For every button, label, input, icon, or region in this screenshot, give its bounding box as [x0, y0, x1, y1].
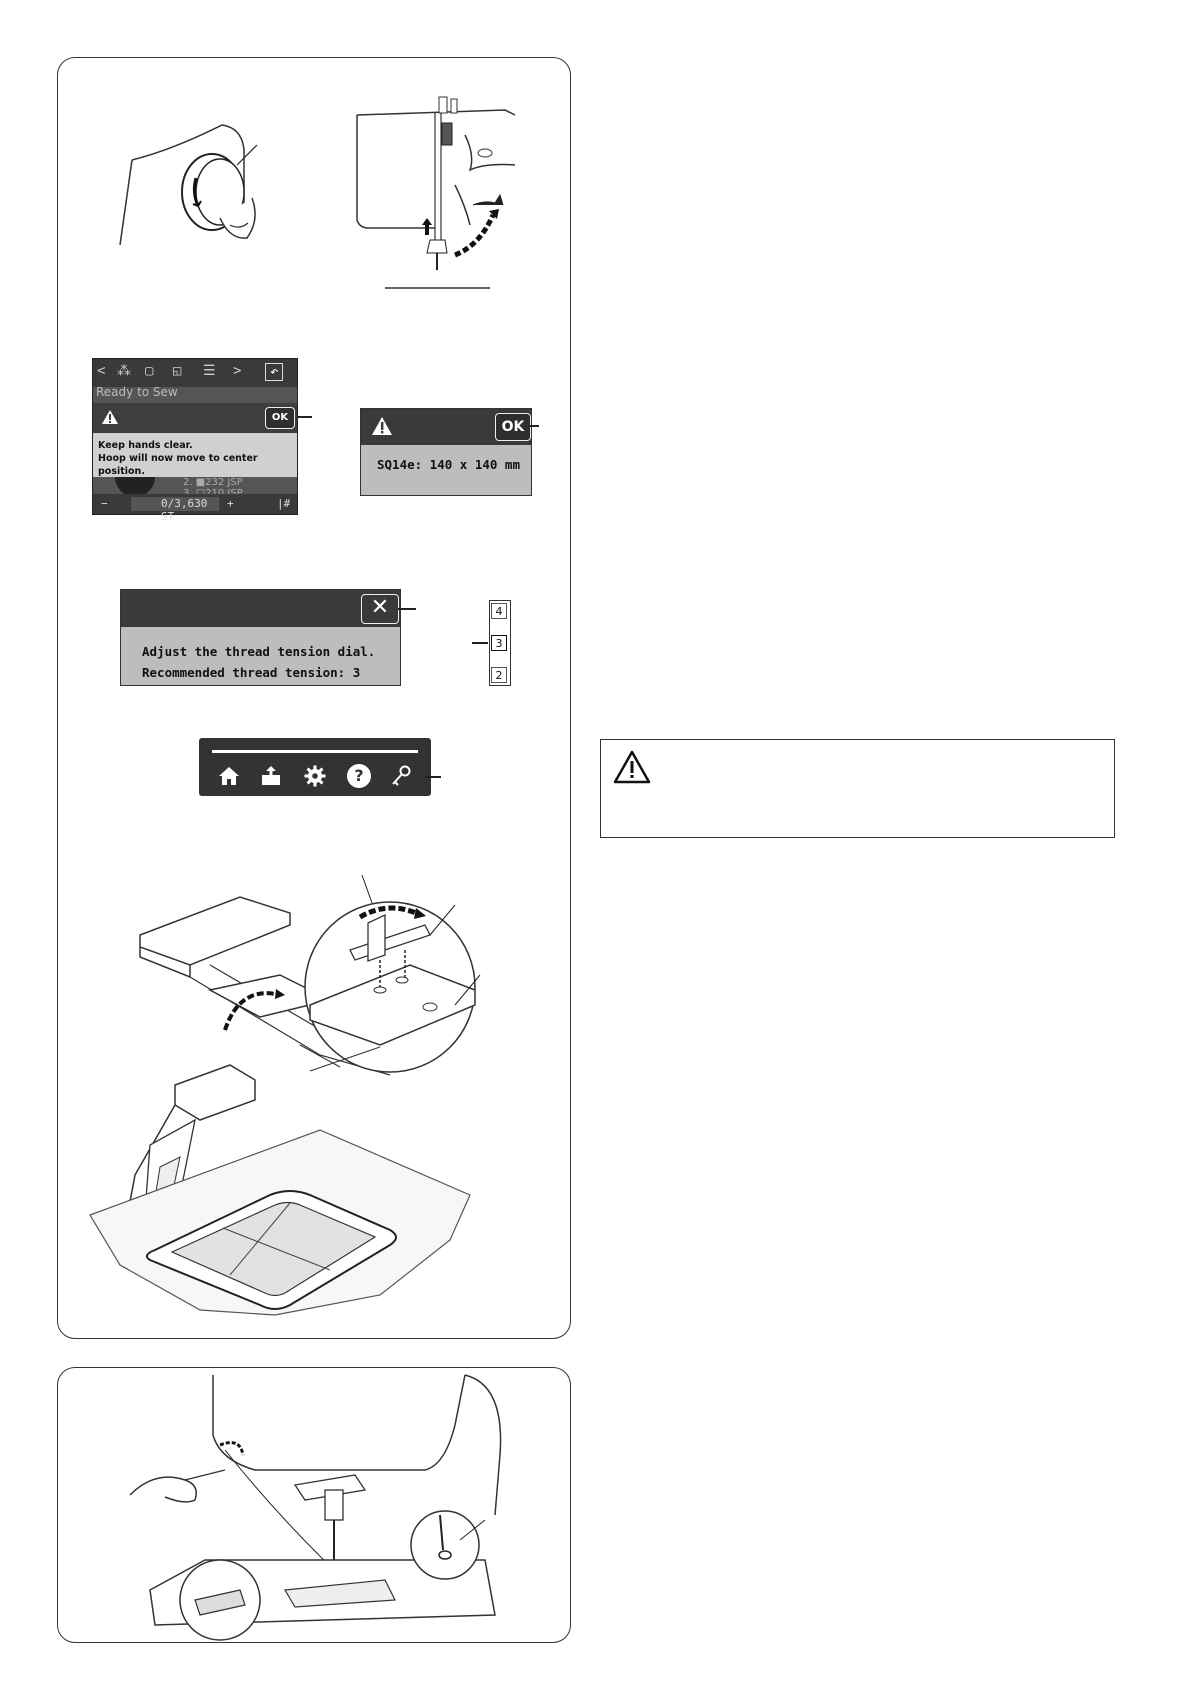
callout-line — [528, 425, 539, 427]
ok-button[interactable]: OK — [265, 407, 295, 429]
thread-tension-screen — [120, 589, 401, 686]
dial-number: 2 — [491, 667, 507, 683]
status-text: Ready to Sew — [96, 385, 178, 399]
home-icon[interactable] — [217, 764, 241, 788]
caution-icon — [613, 750, 651, 784]
callout-line — [298, 416, 312, 418]
export-icon[interactable] — [259, 764, 283, 788]
callout-line — [398, 608, 416, 610]
hoop-size-screen — [360, 408, 532, 496]
list-icon[interactable]: ☰ — [203, 363, 216, 379]
presser-foot-illustration — [355, 95, 525, 295]
dialog-header — [121, 590, 400, 627]
dial-number-selected: 3 — [491, 635, 507, 651]
return-icon[interactable]: ↶ — [265, 363, 283, 381]
stitch-counter: 0/3,630 ST — [131, 497, 219, 511]
hoop-attachment-illustration — [80, 895, 520, 1325]
function-toolbar — [199, 738, 431, 796]
forward-arrow-icon[interactable]: > — [233, 363, 242, 379]
hoop-icon[interactable]: ▢ — [145, 363, 154, 379]
threading-illustration — [125, 1375, 525, 1630]
gear-icon[interactable] — [303, 764, 327, 788]
handwheel-illustration — [112, 120, 272, 250]
stitch-icon[interactable]: ⁂ — [117, 363, 131, 379]
minus-button[interactable]: − — [101, 497, 108, 510]
close-button[interactable]: ✕ — [361, 594, 399, 624]
key-icon[interactable] — [389, 764, 413, 788]
warning-icon — [101, 409, 119, 425]
list-item: 2. ■232 JSP — [183, 477, 243, 488]
caution-box — [600, 739, 1115, 838]
screen-bottom-bar — [93, 494, 297, 523]
message-line: Keep hands clear. — [98, 440, 193, 451]
tension-instruction: Adjust the thread tension dial. — [142, 644, 376, 659]
tension-dial — [489, 600, 511, 686]
callout-line — [472, 642, 488, 644]
dialog-message — [93, 433, 297, 477]
plus-button[interactable]: + — [227, 497, 234, 510]
zoom-icon[interactable]: ◱ — [173, 363, 182, 379]
back-arrow-icon[interactable]: < — [97, 363, 106, 379]
callout-line — [425, 776, 441, 778]
ready-to-sew-screen — [92, 358, 298, 523]
help-icon[interactable]: ? — [347, 764, 371, 788]
warning-icon — [371, 416, 393, 436]
dial-number: 4 — [491, 603, 507, 619]
ok-button[interactable]: OK — [495, 413, 531, 441]
recommended-tension: Recommended thread tension: 3 — [142, 665, 361, 680]
message-line: Hoop will now move to center position. — [98, 453, 258, 477]
jump-button[interactable]: |# — [277, 497, 291, 510]
hoop-size-message: SQ14e: 140 x 140 mm — [377, 457, 520, 472]
screen-top-bar — [93, 359, 297, 387]
toolbar-divider — [212, 750, 418, 753]
